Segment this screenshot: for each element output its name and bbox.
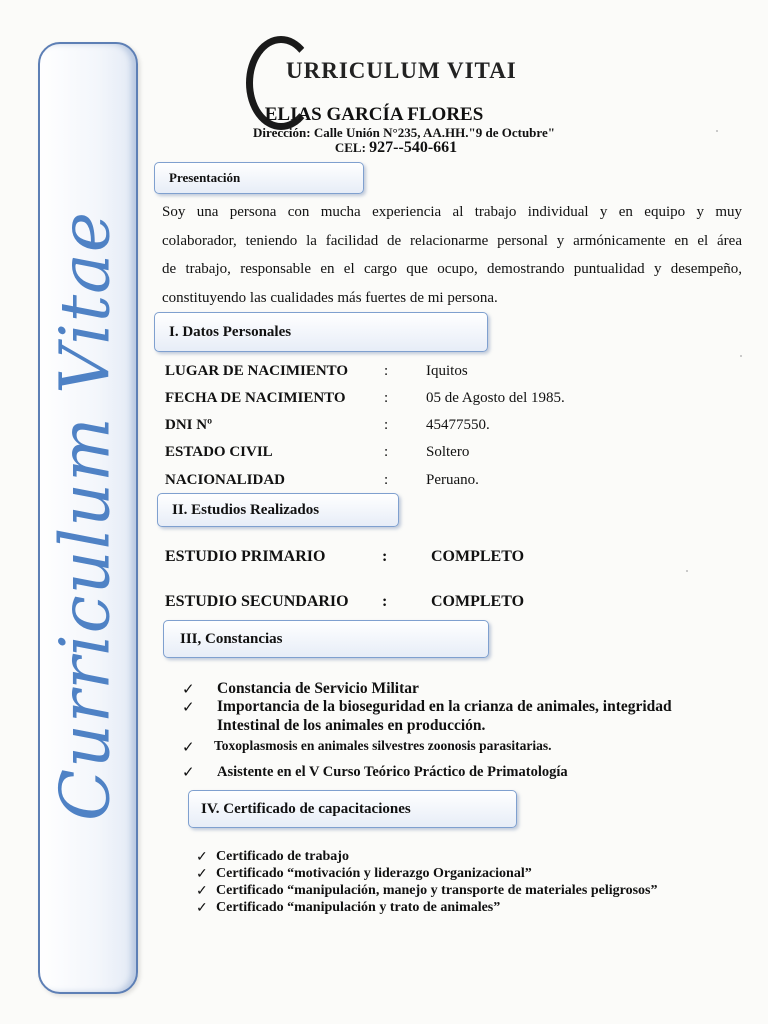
datos-colon: : <box>384 417 389 433</box>
certificado-item: Certificado “manipulación y trato de animales” <box>216 900 501 915</box>
presentacion-line: de trabajo, responsable en el cargo que ocupo, demostrando puntualidad y desempeño, <box>162 261 742 277</box>
phone-number: 927--540-661 <box>369 139 458 156</box>
estudios-colon: : <box>382 548 388 565</box>
constancia-item: Toxoplasmosis en animales silvestres zoonosis parasitarias. <box>214 738 552 753</box>
scan-speck <box>686 570 688 572</box>
datos-colon: : <box>384 390 389 406</box>
datos-value: 05 de Agosto del 1985. <box>426 390 565 406</box>
estudios-label: ESTUDIO PRIMARIO <box>165 548 326 565</box>
check-icon: ✓ <box>196 901 208 916</box>
datos-value: Soltero <box>426 444 470 460</box>
estudios-heading <box>157 493 399 527</box>
datos-label: DNI Nº <box>165 417 213 433</box>
presentacion-heading-label: Presentación <box>169 170 241 185</box>
constancias-heading-label: III, Constancias <box>180 630 283 647</box>
document-title: URRICULUM VITAI <box>286 58 517 83</box>
datos-label: LUGAR DE NACIMIENTO <box>165 363 349 379</box>
certificados-heading <box>188 790 517 828</box>
estudios-label: ESTUDIO SECUNDARIO <box>165 593 349 610</box>
datos-colon: : <box>384 472 389 488</box>
phone-line <box>12 139 768 157</box>
check-icon: ✓ <box>182 765 195 781</box>
datos-colon: : <box>384 363 389 379</box>
datos-label: ESTADO CIVIL <box>165 444 273 460</box>
presentacion-heading <box>154 162 364 194</box>
estudios-heading-label: II. Estudios Realizados <box>172 501 320 518</box>
datos-personales-heading-label: I. Datos Personales <box>169 323 292 340</box>
datos-personales-heading <box>154 312 488 352</box>
address-line: Dirección: Calle Unión N°235, AA.HH."9 de Octubre" <box>253 125 555 140</box>
presentacion-paragraph <box>162 198 742 312</box>
certificados-heading-label: IV. Certificado de capacitaciones <box>201 800 411 817</box>
estudios-colon: : <box>382 593 388 610</box>
constancias-heading <box>163 620 489 658</box>
constancia-item: Importancia de la bioseguridad en la crianza de animales, integridad <box>217 698 672 715</box>
check-icon: ✓ <box>182 740 195 756</box>
candidate-name: ELIAS GARCÍA FLORES <box>264 104 484 125</box>
presentacion-line: constituyendo las cualidades más fuertes de mi persona. <box>162 289 498 306</box>
sidebar-title: Curriculum Vitae <box>46 211 126 821</box>
estudios-value: COMPLETO <box>431 548 525 565</box>
certificado-item: Certificado “manipulación, manejo y transporte de materiales peligrosos” <box>216 883 658 898</box>
check-icon: ✓ <box>196 850 208 865</box>
constancia-item: Intestinal de los animales en producción. <box>217 717 486 734</box>
constancia-item: Asistente en el V Curso Teórico Práctico de Primatología <box>217 764 568 780</box>
datos-value: Peruano. <box>426 472 479 488</box>
datos-label: NACIONALIDAD <box>165 472 286 488</box>
datos-colon: : <box>384 444 389 460</box>
presentacion-line: colaborador, teniendo la facilidad de relacionarme personal y armónicamente en el área <box>162 232 742 249</box>
check-icon: ✓ <box>196 867 208 882</box>
check-icon: ✓ <box>196 884 208 899</box>
estudios-value: COMPLETO <box>431 593 525 610</box>
scan-speck <box>740 355 742 357</box>
scan-speck <box>716 130 718 132</box>
certificado-item: Certificado “motivación y liderazgo Organizacional” <box>216 866 532 881</box>
check-icon: ✓ <box>182 700 195 716</box>
constancia-item: Constancia de Servicio Militar <box>217 680 419 697</box>
datos-value: 45477550. <box>426 417 490 433</box>
datos-label: FECHA DE NACIMIENTO <box>165 390 346 406</box>
certificado-item: Certificado de trabajo <box>216 849 349 864</box>
datos-value: Iquitos <box>426 363 468 379</box>
presentacion-line: Soy una persona con mucha experiencia al trabajo individual y en equipo y muy <box>162 204 742 220</box>
phone-label: CEL: <box>334 140 366 155</box>
check-icon: ✓ <box>182 682 195 698</box>
